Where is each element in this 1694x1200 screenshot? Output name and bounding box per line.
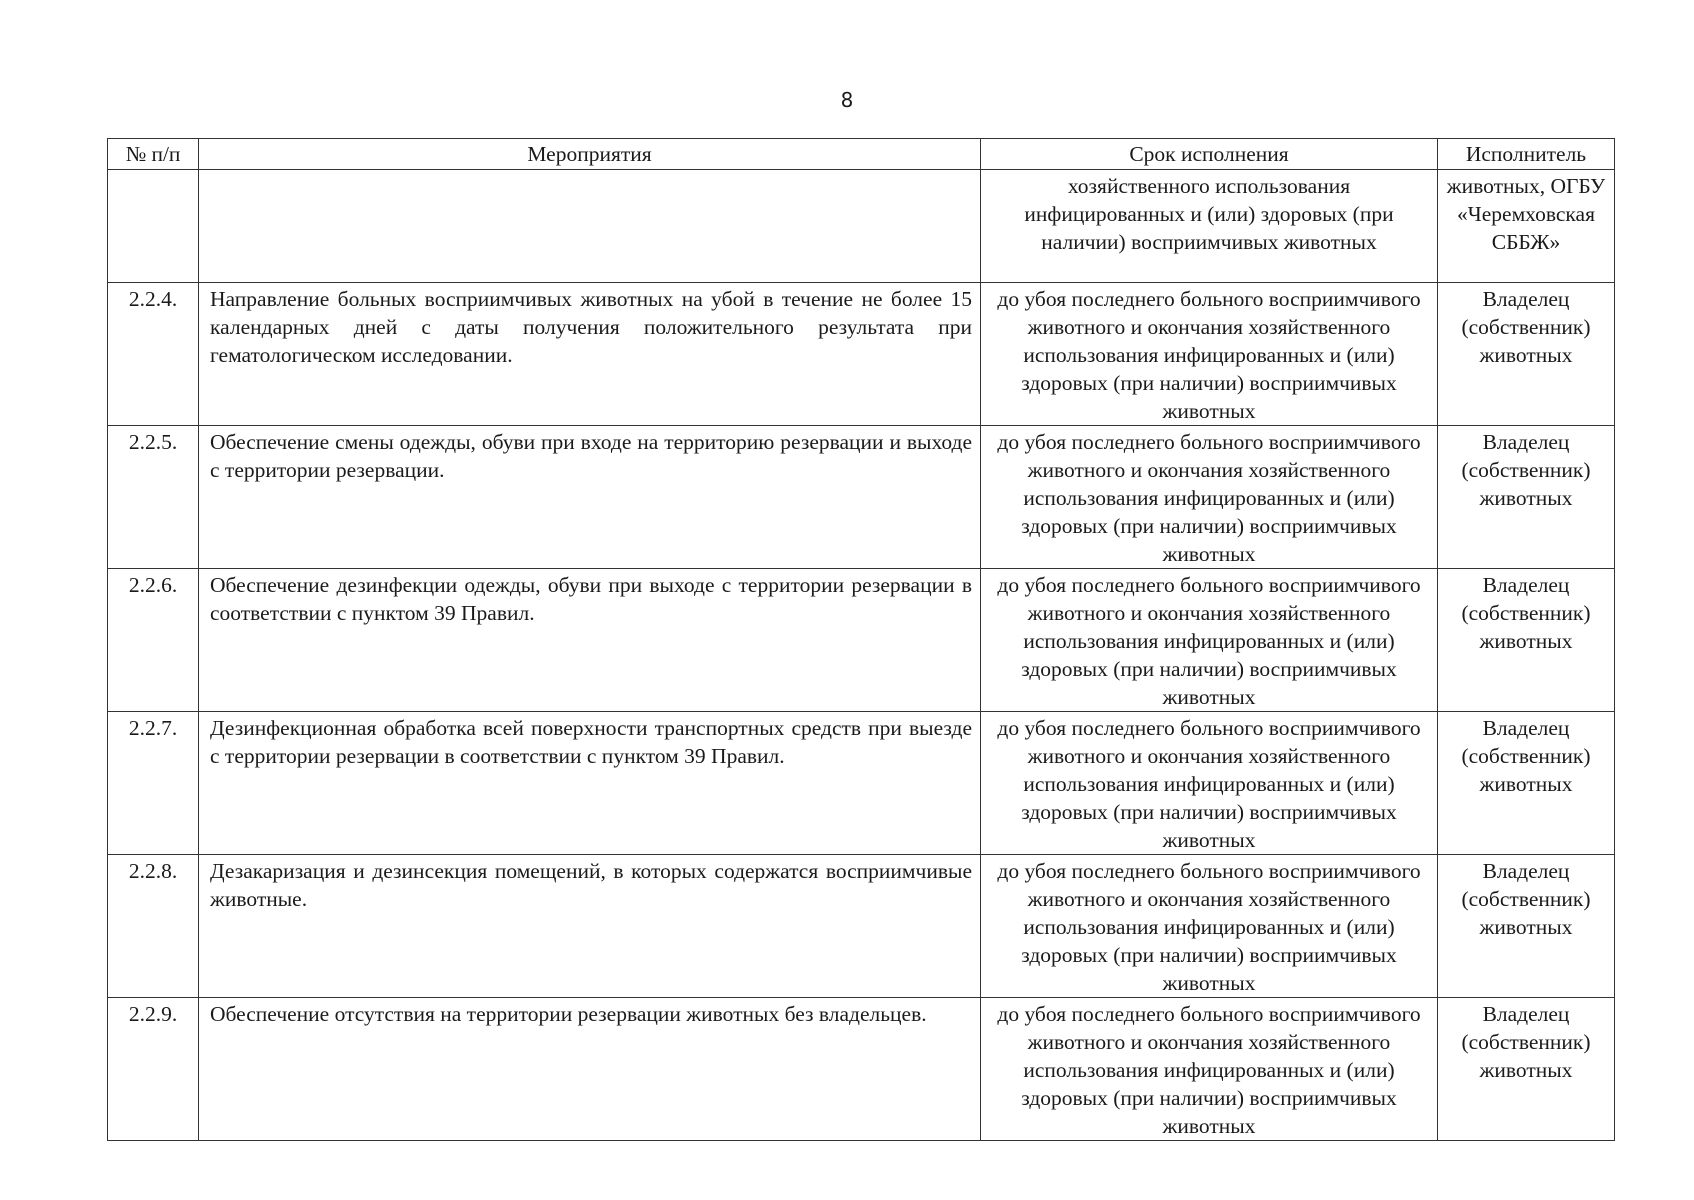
cell-term: до убоя последнего больного восприимчивого животного и окончания хозяйственного использования инфицированных и (или) здоровых (при наличии) восприимчивых животных [981, 712, 1438, 855]
cell-term: до убоя последнего больного восприимчивого животного и окончания хозяйственного использования инфицированных и (или) здоровых (при наличии) восприимчивых животных [981, 283, 1438, 426]
cell-num: 2.2.7. [108, 712, 199, 855]
cell-action: Обеспечение дезинфекции одежды, обуви при выходе с территории резервации в соответствии с пунктом 39 Правил. [199, 569, 981, 712]
header-action: Мероприятия [199, 139, 981, 170]
cell-term: до убоя последнего больного восприимчивого животного и окончания хозяйственного использования инфицированных и (или) здоровых (при наличии) восприимчивых животных [981, 569, 1438, 712]
header-num: № п/п [108, 139, 199, 170]
cell-executor: Владелец (собственник) животных [1438, 998, 1615, 1141]
table-row-continuation [108, 170, 1615, 283]
cell-action: Обеспечение отсутствия на территории резервации животных без владельцев. [199, 998, 981, 1141]
table-row [108, 283, 1615, 426]
cell-term: до убоя последнего больного восприимчивого животного и окончания хозяйственного использования инфицированных и (или) здоровых (при наличии) восприимчивых животных [981, 855, 1438, 998]
table-header-row [108, 139, 1615, 170]
table-row [108, 569, 1615, 712]
measures-table [107, 138, 1615, 1141]
cell-num: 2.2.8. [108, 855, 199, 998]
cell-action [199, 170, 981, 283]
cell-term: хозяйственного использования инфицированных и (или) здоровых (при наличии) восприимчивых животных [981, 170, 1438, 283]
table-row [108, 426, 1615, 569]
header-executor: Исполнитель [1438, 139, 1615, 170]
table-row [108, 712, 1615, 855]
cell-num: 2.2.4. [108, 283, 199, 426]
cell-executor: Владелец (собственник) животных [1438, 569, 1615, 712]
cell-num: 2.2.9. [108, 998, 199, 1141]
cell-action: Направление больных восприимчивых животных на убой в течение не более 15 календарных дней с даты получения положительного результата при гематологическом исследовании. [199, 283, 981, 426]
cell-executor: Владелец (собственник) животных [1438, 426, 1615, 569]
cell-executor: животных, ОГБУ «Черемховская СББЖ» [1438, 170, 1615, 283]
table-row [108, 998, 1615, 1141]
cell-num [108, 170, 199, 283]
cell-action: Обеспечение смены одежды, обуви при входе на территорию резервации и выходе с территории резервации. [199, 426, 981, 569]
cell-num: 2.2.5. [108, 426, 199, 569]
cell-executor: Владелец (собственник) животных [1438, 712, 1615, 855]
page-number: 8 [840, 88, 854, 112]
cell-term: до убоя последнего больного восприимчивого животного и окончания хозяйственного использования инфицированных и (или) здоровых (при наличии) восприимчивых животных [981, 426, 1438, 569]
cell-term: до убоя последнего больного восприимчивого животного и окончания хозяйственного использования инфицированных и (или) здоровых (при наличии) восприимчивых животных [981, 998, 1438, 1141]
cell-executor: Владелец (собственник) животных [1438, 283, 1615, 426]
cell-action: Дезинфекционная обработка всей поверхности транспортных средств при выезде с территории резервации в соответствии с пунктом 39 Правил. [199, 712, 981, 855]
cell-num: 2.2.6. [108, 569, 199, 712]
cell-action: Дезакаризация и дезинсекция помещений, в которых содержатся восприимчивые животные. [199, 855, 981, 998]
cell-executor: Владелец (собственник) животных [1438, 855, 1615, 998]
table-row [108, 855, 1615, 998]
header-term: Срок исполнения [981, 139, 1438, 170]
